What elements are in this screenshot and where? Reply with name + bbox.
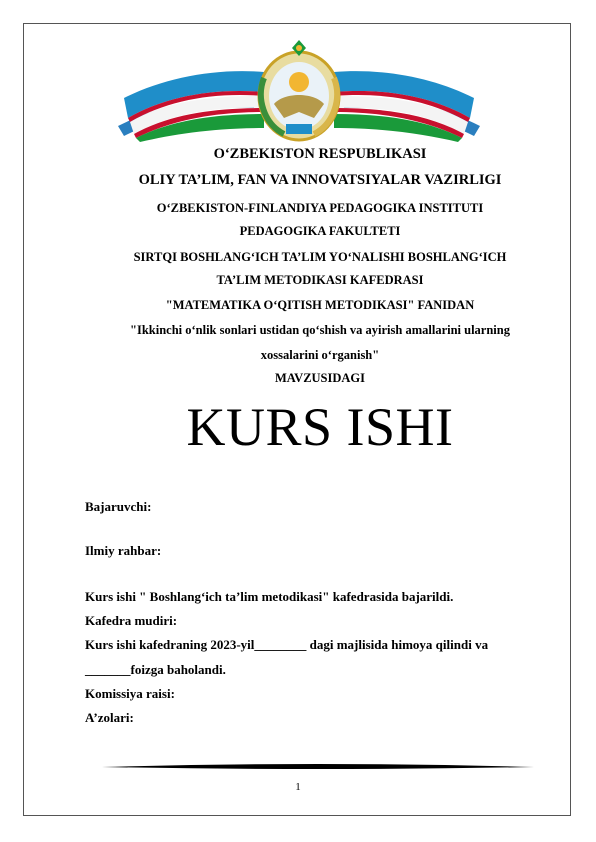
completed-at-line: Kurs ishi " Boshlang‘ich ta’lim metodikasi" kafedrasida bajarildi. — [85, 589, 454, 604]
ministry-heading: OLIY TA’LIM, FAN VA INNOVATSIYALAR VAZIRLIGI — [138, 172, 502, 188]
left-flag-ribbon — [118, 71, 264, 142]
topic-line1: "Ikkinchi o‘nlik sonlari ustidan qo‘shish va ayirish amallarini ularning — [130, 323, 510, 337]
emblem-center — [259, 40, 339, 140]
subject-heading: "MATEMATIKA O‘QITISH METODIKASI" FANIDAN — [165, 298, 475, 312]
right-flag-ribbon — [334, 71, 480, 142]
members-label: A’zolari: — [85, 710, 134, 725]
head-of-department-label: Kafedra mudiri: — [85, 613, 178, 628]
defense-line1: Kurs ishi kafedraning 2023-yil________ dagi majlisida himoya qilindi va — [85, 637, 489, 652]
department-heading-line1: SIRTQI BOSHLANG‘ICH TA’LIM YO‘NALISHI BOSHLANG‘ICH — [133, 250, 507, 264]
faculty-heading: PEDAGOGIKA FAKULTETI — [239, 224, 401, 238]
document-title: KURS ISHI — [186, 397, 454, 457]
executor-label: Bajaruvchi: — [85, 499, 152, 514]
topic-suffix: MAVZUSIDAGI — [274, 371, 366, 385]
state-emblem-icon — [114, 38, 484, 142]
page-number: 1 — [295, 781, 301, 793]
department-heading-line2: TA’LIM METODIKASI KAFEDRASI — [216, 273, 424, 287]
topic-line2: xossalarini o‘rganish" — [260, 348, 380, 362]
republic-heading: O‘ZBEKISTON RESPUBLIKASI — [213, 146, 427, 162]
commission-chair-label: Komissiya raisi: — [85, 686, 175, 701]
supervisor-label: Ilmiy rahbar: — [85, 543, 162, 558]
footer-divider — [102, 762, 534, 772]
defense-line2: _______foizga baholandi. — [85, 662, 226, 677]
institute-heading: O‘ZBEKISTON-FINLANDIYA PEDAGOGIKA INSTITUTI — [156, 201, 484, 215]
